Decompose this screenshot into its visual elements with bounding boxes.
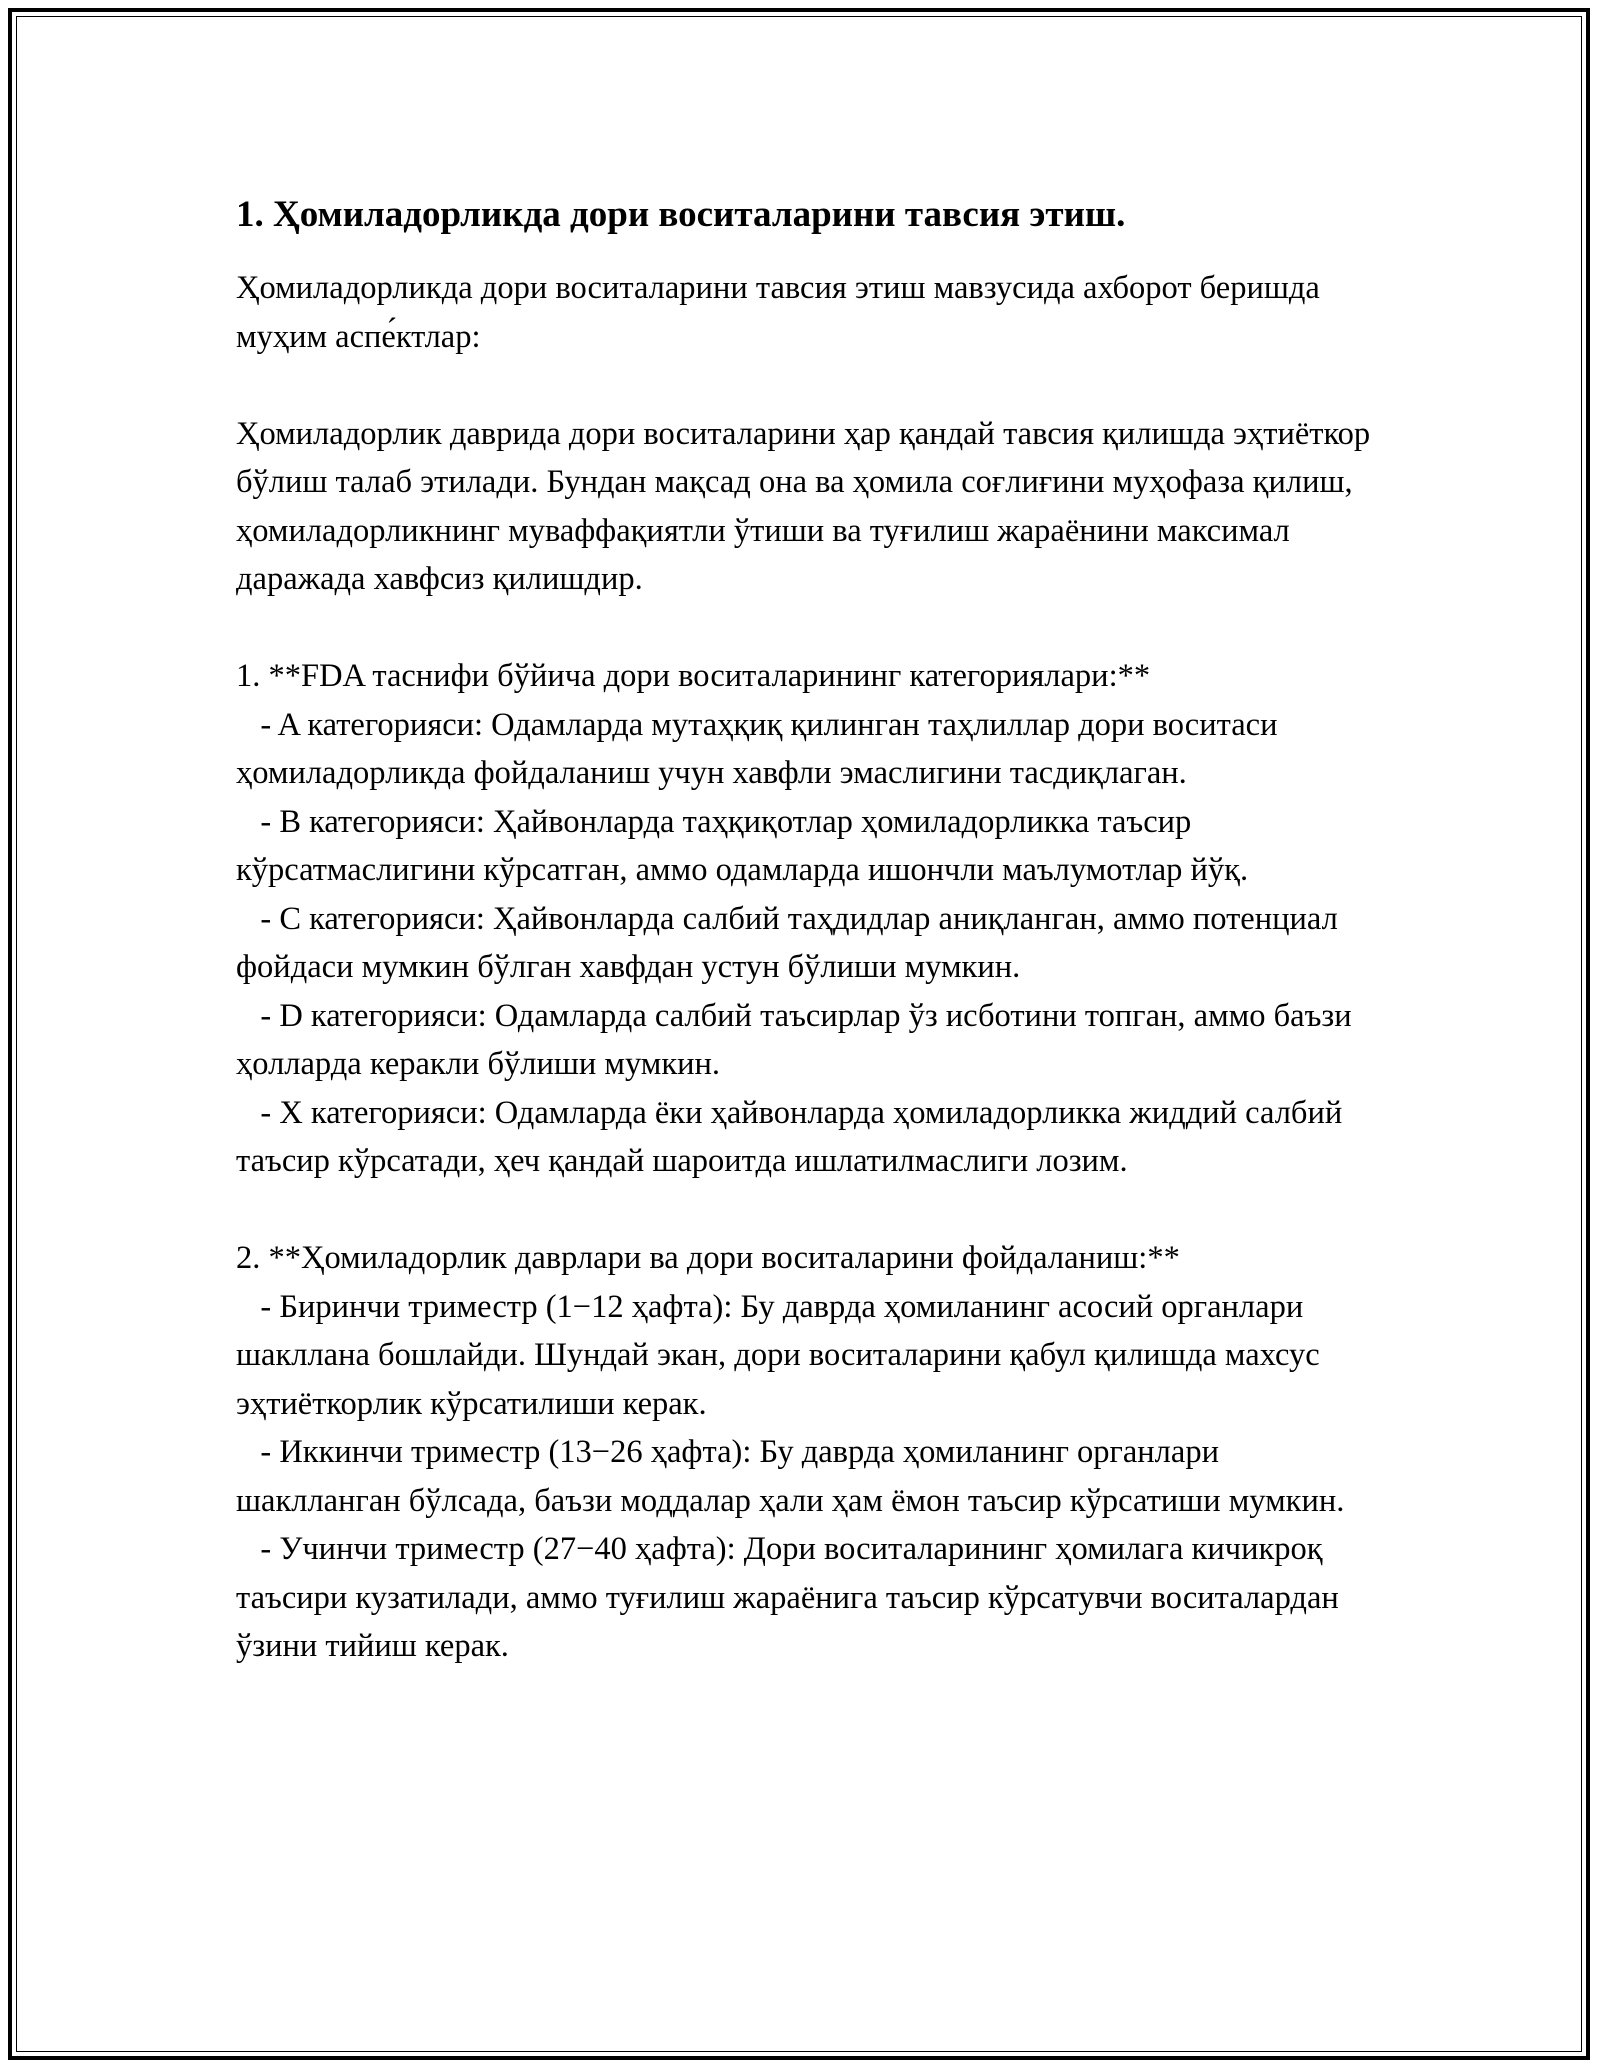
section-2-title: 2. **Ҳомиладорлик даврлари ва дори воситаларини фойдаланиш:** xyxy=(236,1240,1180,1276)
trimester-3-item: - Учинчи триместр (27−40 ҳафта): Дори воситаларининг ҳомилага кичикроқ таъсири кузатилади, аммо туғилиш жараёнига таъсир кўрсатувчи воситалардан ўзини тийиш керак. xyxy=(236,1531,1347,1664)
category-a-item: - A категорияси: Одамларда мутаҳқиқ қилинган таҳлиллар дори воситаси ҳомиладорликда фойдаланиш учун хавфли эмаслигини тасдиқлаган. xyxy=(236,706,1286,791)
category-x-item: - X категорияси: Одамларда ёки ҳайвонларда ҳомиладорликка жиддий салбий таъсир кўрсатади, ҳеч қандай шароитда ишлатилмаслиги лозим. xyxy=(236,1094,1351,1179)
spacer xyxy=(236,361,1386,410)
main-paragraph: Ҳомиладорлик даврида дори воситаларини ҳар қандай тавсия қилишда эҳтиёткор бўлиш талаб этилади. Бундан мақсад она ва ҳомила соғлиғини муҳофаза қилиш, ҳомиладорликнинг муваффақиятли ўтиши ва туғилиш жараёнини максимал даражада хавфсиз қилишдир. xyxy=(236,415,1371,597)
section-1-title: 1. **FDA таснифи бўйича дори воситаларининг категориялари:** xyxy=(236,658,1151,694)
trimester-1-item: - Биринчи триместр (1−12 ҳафта): Бу даврда ҳомиланинг асосий органлари шакллана бошлайди. Шундай экан, дори воситаларини қабул қилишда махсус эҳтиёткорлик кўрсатилиши керак. xyxy=(236,1288,1328,1422)
category-d-item: - D категорияси: Одамларда салбий таъсирлар ўз исботини топган, аммо баъзи ҳолларда керакли бўлиши мумкин. xyxy=(236,997,1360,1082)
document-heading: 1. Ҳомиладорликда дори воситаларини тавсия этиш. xyxy=(236,194,1126,235)
category-c-item: - C категорияси: Ҳайвонларда салбий таҳдидлар аниқланган, аммо потенциал фойдаси мумкин бўлган хавфдан устун бўлиши мумкин. xyxy=(236,900,1346,985)
trimester-2-item: - Иккинчи триместр (13−26 ҳафта): Бу даврда ҳомиланинг органлари шаклланган бўлсада, баъзи моддалар ҳали ҳам ёмон таъсир кўрсатиши мумкин. xyxy=(236,1434,1345,1519)
spacer xyxy=(236,1186,1386,1235)
spacer xyxy=(236,604,1386,653)
document-body xyxy=(236,190,1386,1671)
category-b-item: - B категорияси: Ҳайвонларда таҳқиқотлар ҳомиладорликка таъсир кўрсатмаслигини кўрсатган, аммо одамларда ишончли маълумотлар йўқ. xyxy=(236,803,1249,888)
intro-paragraph: Ҳомиладорликда дори воситаларини тавсия этиш мавзусида ахборот беришда муҳим аспе́ктлар: xyxy=(236,270,1320,355)
